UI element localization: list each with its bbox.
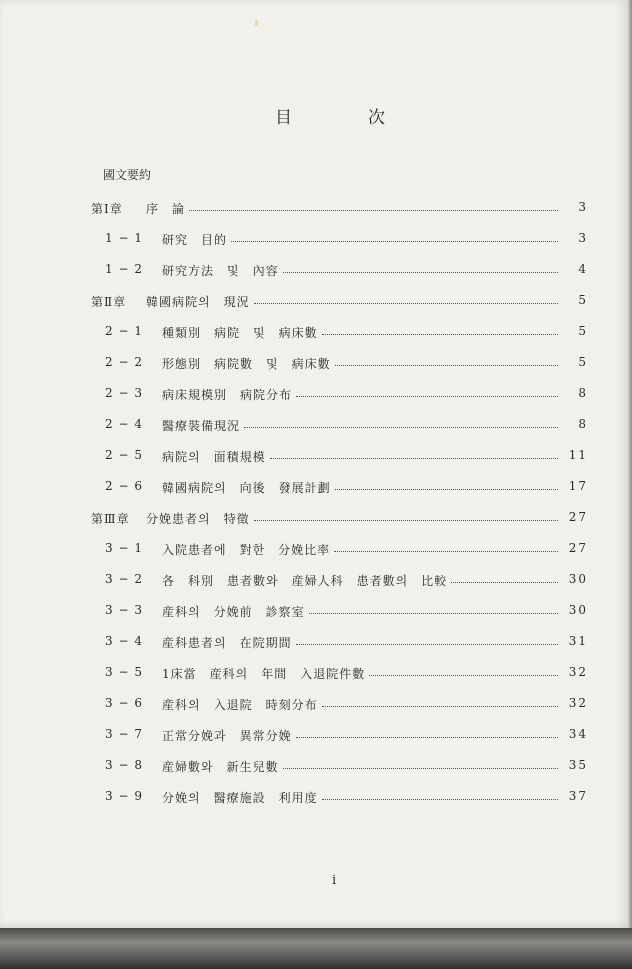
toc-entry-number: 3 − 3 [105, 603, 143, 617]
toc-entry [0, 789, 632, 807]
page-edge [628, 0, 632, 940]
toc-entry-number: 3 − 9 [105, 789, 143, 803]
toc-entry-number: 3 − 1 [105, 541, 143, 555]
toc-entry [0, 665, 632, 683]
toc-entry-page: 3 [578, 231, 588, 245]
title-char-1: 目 [275, 108, 292, 128]
toc-leader-dots [369, 674, 558, 676]
toc-entry [0, 479, 632, 497]
toc-entry-number: 3 − 2 [105, 572, 143, 586]
toc-entry-number: 3 − 6 [105, 696, 143, 710]
toc-entry-number: 3 − 5 [105, 665, 143, 679]
toc-entry-title: 序 論 [146, 202, 186, 216]
toc-entry-title: 病床規模別 病院分布 [162, 388, 293, 402]
toc-entry-page: 30 [568, 603, 588, 617]
toc-entry-number: 2 − 2 [105, 355, 143, 369]
toc-entry-title: 正常分娩과 異常分娩 [162, 729, 292, 743]
toc-entry [0, 758, 632, 776]
paper-speck [255, 20, 258, 26]
toc-entry-title: 分娩의 醫療施設 利用度 [162, 791, 318, 805]
toc-entry-title: 醫療裝備現況 [162, 419, 241, 433]
toc-leader-dots [334, 550, 558, 552]
toc-entry-number: 第Ⅲ章 [91, 512, 130, 526]
toc-leader-dots [322, 705, 558, 707]
toc-entry-number: 第Ⅱ章 [91, 295, 127, 309]
toc-entry-page: 31 [568, 634, 588, 648]
toc-leader-dots [322, 333, 558, 335]
toc-entry [0, 293, 632, 311]
toc-entry [0, 355, 632, 373]
toc-entry-title: 産科의 入退院 時刻分布 [162, 698, 318, 712]
toc-entry [0, 448, 632, 466]
toc-entry [0, 386, 632, 404]
toc-leader-dots [254, 519, 558, 521]
toc-entry-page: 5 [578, 324, 588, 338]
toc-entry-title: 研究 目的 [162, 233, 228, 247]
toc-entry-title: 韓國病院의 現況 [146, 295, 250, 309]
toc-entry-number: 2 − 3 [105, 386, 143, 400]
toc-entry-number: 2 − 4 [105, 417, 143, 431]
toc-entry-number: 2 − 1 [105, 324, 143, 338]
toc-entry-title: 産科의 分娩前 診察室 [162, 605, 305, 619]
toc-entry-number: 第Ⅰ章 [91, 202, 123, 216]
title-char-2: 次 [368, 108, 385, 128]
toc-entry [0, 572, 632, 590]
toc-entry-number: 3 − 8 [105, 758, 143, 772]
toc-leader-dots [296, 395, 558, 397]
page-number: i [332, 873, 337, 888]
toc-entry-title: 1床當 産科의 年間 入退院件數 [162, 667, 366, 681]
toc-leader-dots [231, 240, 558, 242]
toc-entry-number: 3 − 4 [105, 634, 143, 648]
scanner-bottom-band [0, 928, 632, 969]
toc-entry-page: 32 [568, 665, 588, 679]
toc-entry-page: 35 [568, 758, 588, 772]
toc-leader-dots [283, 271, 558, 273]
toc-entry-title: 研究方法 및 內容 [162, 264, 279, 278]
toc-entry-title: 分娩患者의 特徵 [146, 512, 250, 526]
toc-entry [0, 603, 632, 621]
toc-leader-dots [322, 798, 558, 800]
toc-entry-page: 30 [568, 572, 588, 586]
toc-leader-dots [309, 612, 558, 614]
toc-entry-number: 3 − 7 [105, 727, 143, 741]
toc-entry-title: 韓國病院의 向後 發展計劃 [162, 481, 331, 495]
toc-leader-dots [451, 581, 558, 583]
toc-entry [0, 262, 632, 280]
toc-leader-dots [335, 488, 558, 490]
toc-entry-title: 病院의 面積規模 [162, 450, 266, 464]
toc-entry [0, 634, 632, 652]
toc-entry [0, 541, 632, 559]
korean-summary-label: 國文要約 [103, 168, 152, 182]
toc-leader-dots [270, 457, 558, 459]
toc-entry [0, 510, 632, 528]
toc-leader-dots [296, 643, 558, 645]
toc-entry-page: 5 [578, 293, 588, 307]
toc-entry [0, 696, 632, 714]
toc-entry-page: 34 [568, 727, 588, 741]
toc-leader-dots [244, 426, 558, 428]
toc-leader-dots [254, 302, 558, 304]
toc-leader-dots [335, 364, 558, 366]
toc-entry [0, 324, 632, 342]
toc-entry-title: 各 科別 患者數와 産婦人科 患者數의 比較 [162, 574, 448, 588]
toc-entry-number: 2 − 5 [105, 448, 143, 462]
toc-entry-page: 17 [568, 479, 588, 493]
toc-entry-page: 11 [568, 448, 588, 462]
toc-leader-dots [296, 736, 558, 738]
toc-entry-page: 37 [568, 789, 588, 803]
toc-entry-title: 入院患者에 對한 分娩比率 [162, 543, 331, 557]
toc-entry-title: 産科患者의 在院期間 [162, 636, 292, 650]
toc-entry-page: 3 [578, 200, 588, 214]
toc-entry [0, 200, 632, 218]
toc-entry-number: 1 − 1 [105, 231, 143, 245]
toc-entry-number: 1 − 2 [105, 262, 143, 276]
toc-entry-page: 4 [578, 262, 588, 276]
toc-entry [0, 727, 632, 745]
toc-leader-dots [283, 767, 558, 769]
toc-entry-number: 2 − 6 [105, 479, 143, 493]
page-title [0, 103, 632, 127]
toc-entry-page: 8 [578, 417, 588, 431]
toc-entry [0, 231, 632, 249]
toc-entry-title: 形態別 病院數 및 病床數 [162, 357, 331, 371]
toc-leader-dots [189, 209, 558, 211]
toc-entry-page: 32 [568, 696, 588, 710]
toc-entry [0, 417, 632, 435]
toc-entry-title: 産婦數와 新生兒數 [162, 760, 279, 774]
toc-entry-page: 27 [568, 541, 588, 555]
toc-entry-page: 8 [578, 386, 588, 400]
toc-entry-title: 種類別 病院 및 病床數 [162, 326, 318, 340]
toc-entry-page: 5 [578, 355, 588, 369]
toc-entry-page: 27 [568, 510, 588, 524]
